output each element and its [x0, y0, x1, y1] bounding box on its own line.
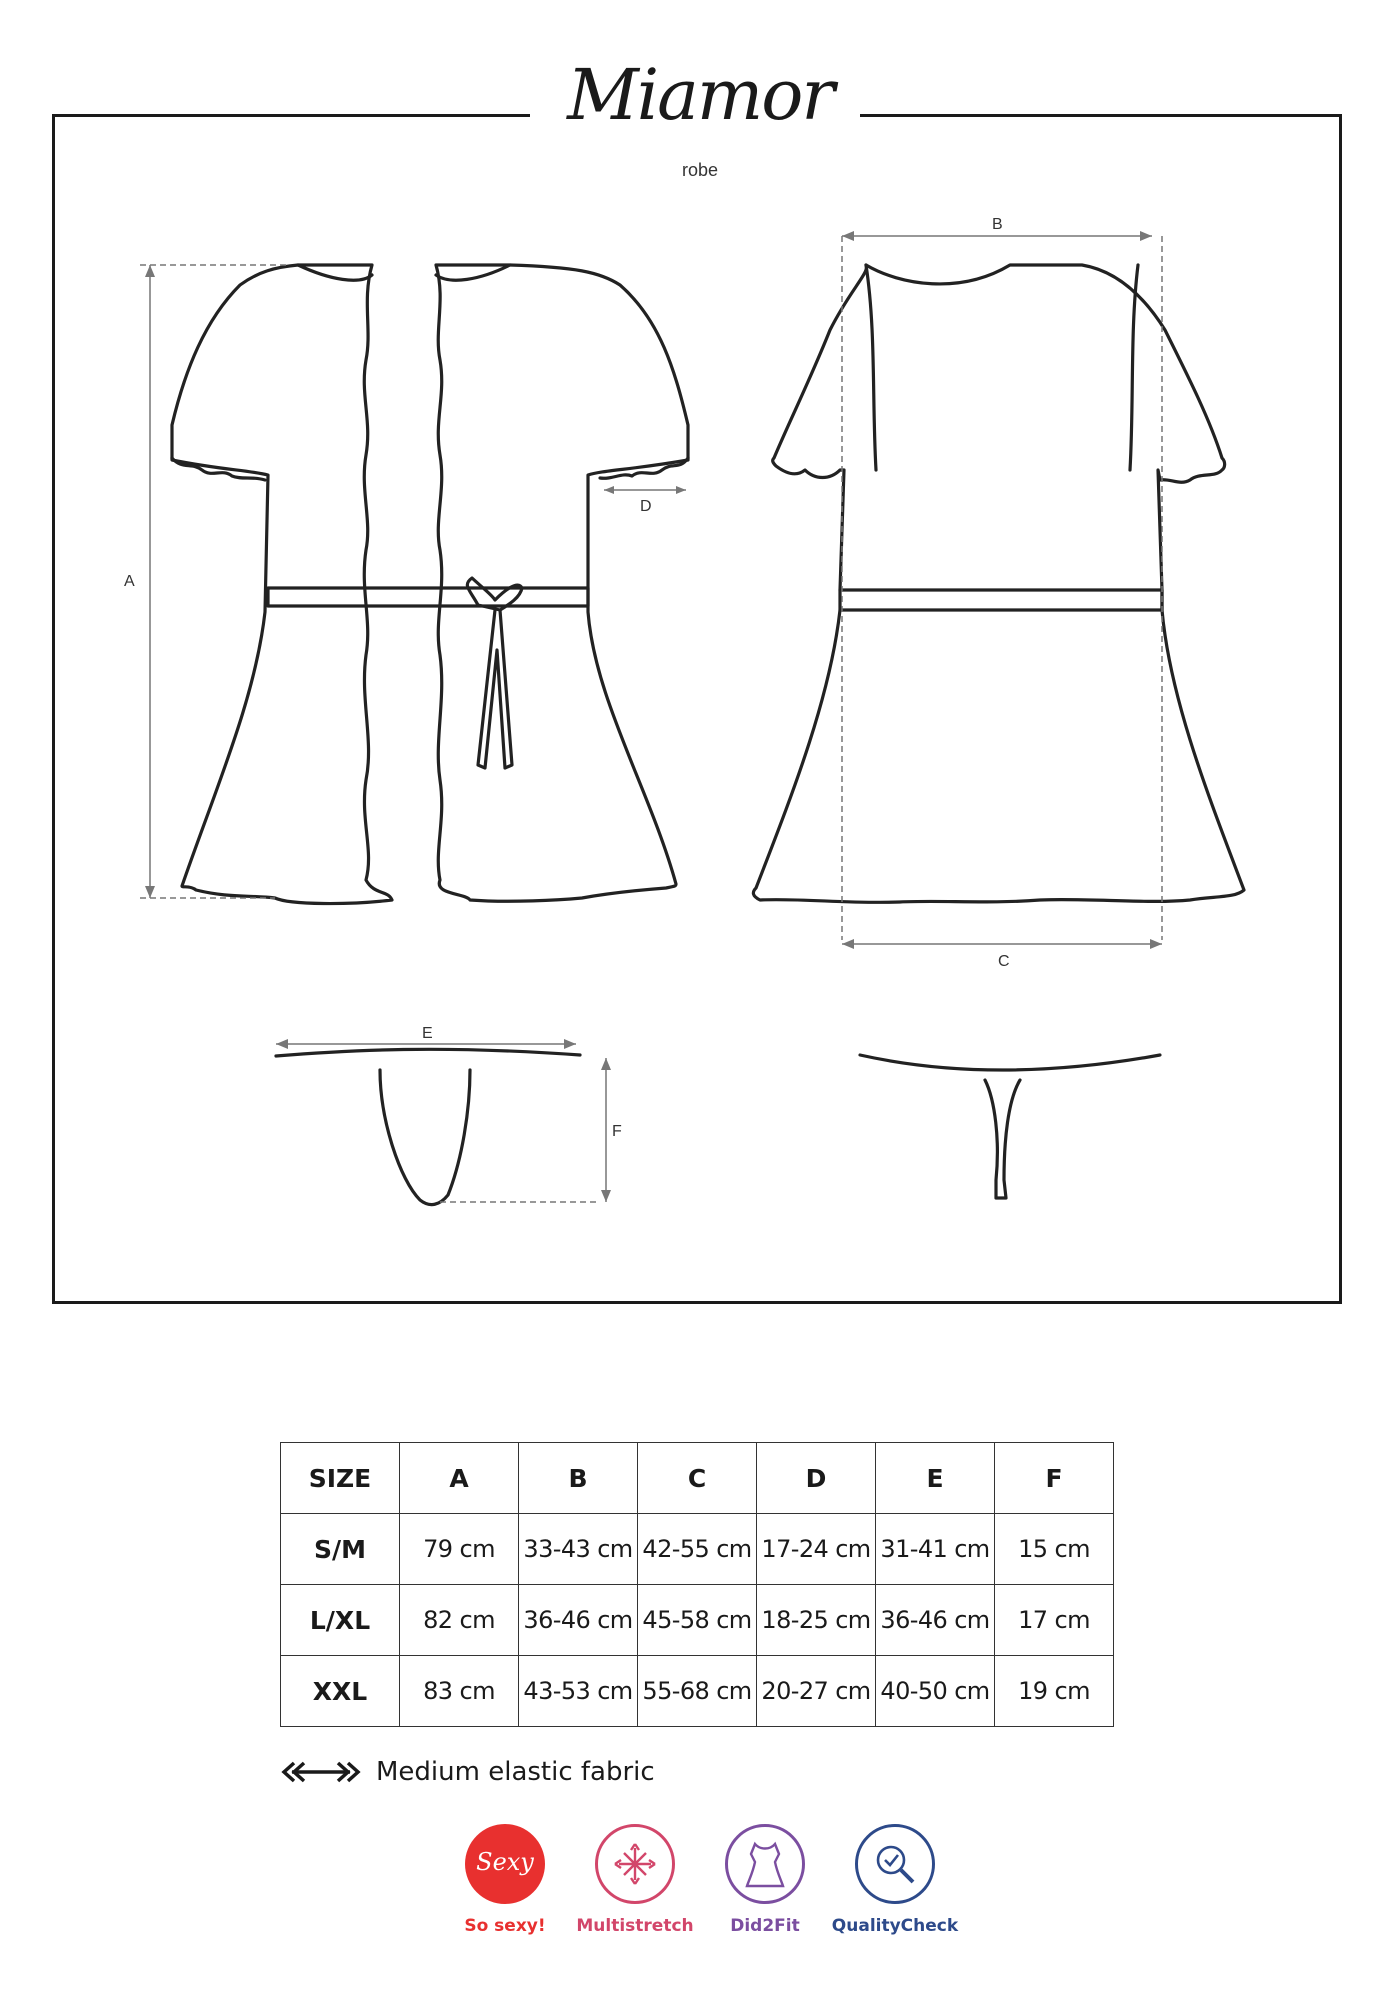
sexy-icon: [465, 1824, 545, 1904]
table-row: [281, 1656, 1114, 1727]
dim-label-a: A: [124, 573, 135, 590]
cell-d: 17-24 cm: [757, 1514, 876, 1585]
size-table: [280, 1442, 1114, 1727]
table-header-row: [281, 1443, 1114, 1514]
product-subtitle: robe: [681, 160, 719, 180]
dim-label-b: B: [992, 216, 1003, 233]
cell-f: 19 cm: [995, 1656, 1114, 1727]
cell-a: 82 cm: [400, 1585, 519, 1656]
badge-label: Multistretch: [576, 1916, 694, 1936]
row-size: S/M: [281, 1514, 400, 1585]
table-row: [281, 1585, 1114, 1656]
brand-logo: Miamor: [567, 54, 833, 136]
table-row: [281, 1514, 1114, 1585]
thong-back-drawing: [860, 1055, 1160, 1198]
cell-a: 83 cm: [400, 1656, 519, 1727]
badge-label: QualityCheck: [831, 1916, 959, 1936]
header-c: C: [638, 1443, 757, 1514]
dim-label-f: F: [612, 1123, 622, 1140]
cell-b: 43-53 cm: [519, 1656, 638, 1727]
cell-d: 20-27 cm: [757, 1656, 876, 1727]
robe-back-drawing: [753, 265, 1244, 902]
cell-d: 18-25 cm: [757, 1585, 876, 1656]
multistretch-icon: [595, 1824, 675, 1904]
badge-did2fit: [690, 1824, 840, 1936]
fabric-note: [280, 1755, 655, 1789]
quality-check-icon: [855, 1824, 935, 1904]
badge-label: So sexy!: [464, 1916, 546, 1936]
badge-quality-check: [820, 1824, 970, 1936]
row-size: XXL: [281, 1656, 400, 1727]
double-arrow-icon: [280, 1759, 362, 1785]
dim-label-c: C: [998, 953, 1010, 970]
cell-e: 36-46 cm: [876, 1585, 995, 1656]
header-size: SIZE: [281, 1443, 400, 1514]
sexy-badge-text: Sexy: [476, 1848, 534, 1876]
cell-b: 36-46 cm: [519, 1585, 638, 1656]
header-b: B: [519, 1443, 638, 1514]
cell-e: 31-41 cm: [876, 1514, 995, 1585]
cell-e: 40-50 cm: [876, 1656, 995, 1727]
dim-label-e: E: [422, 1025, 433, 1042]
header-d: D: [757, 1443, 876, 1514]
badge-label: Did2Fit: [730, 1916, 800, 1936]
cell-f: 17 cm: [995, 1585, 1114, 1656]
cell-c: 45-58 cm: [638, 1585, 757, 1656]
badge-multistretch: [560, 1824, 710, 1936]
cell-c: 42-55 cm: [638, 1514, 757, 1585]
cell-b: 33-43 cm: [519, 1514, 638, 1585]
header-f: F: [995, 1443, 1114, 1514]
cell-c: 55-68 cm: [638, 1656, 757, 1727]
feature-badges: [420, 1824, 980, 1944]
row-size: L/XL: [281, 1585, 400, 1656]
dim-label-d: D: [640, 498, 652, 515]
robe-front-drawing: [172, 265, 688, 904]
badge-so-sexy: [430, 1824, 580, 1936]
fabric-note-text: Medium elastic fabric: [376, 1757, 655, 1787]
thong-front-drawing: [276, 1049, 580, 1204]
header-e: E: [876, 1443, 995, 1514]
did2fit-icon: [725, 1824, 805, 1904]
cell-f: 15 cm: [995, 1514, 1114, 1585]
cell-a: 79 cm: [400, 1514, 519, 1585]
header-a: A: [400, 1443, 519, 1514]
